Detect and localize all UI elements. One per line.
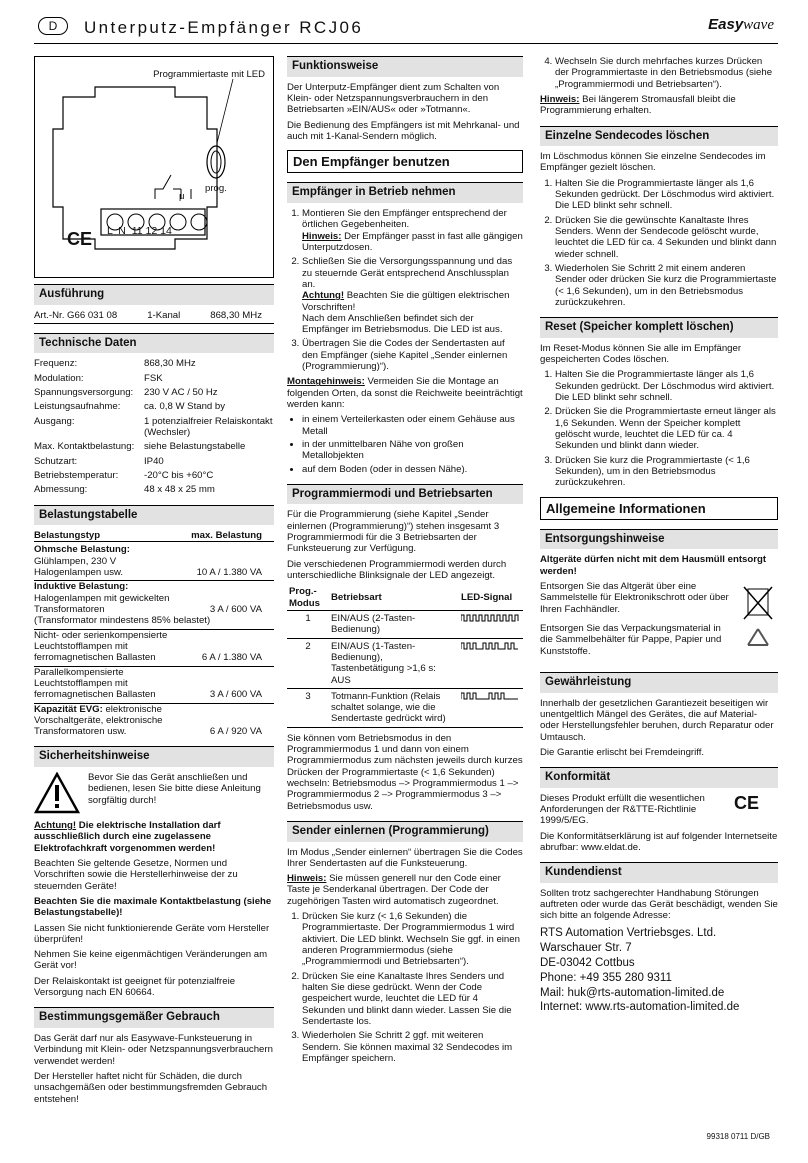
safety-achtung: Achtung! Die elektrische Installation darf ausschließlich durch eine zugelassene Elektrofachkraft vorgenommen werden!	[34, 820, 221, 854]
modes-p2: Die verschiedenen Programmiermodi werden durch unterschiedliche Blinksignale der LED angezeigt.	[287, 558, 507, 582]
reset-p1: Im Reset-Modus können Sie alle im Empfänger gespeicherten Codes löschen.	[540, 342, 742, 366]
column-right	[540, 56, 778, 1015]
tech-row: Ausgang: 1 potenzialfreier Relaiskontakt (Wechsler)	[34, 415, 273, 438]
section-modi: Programmiermodi und Betriebsarten	[287, 484, 523, 505]
mounting-list: • in einem Verteilerkasten oder einem Gehäuse aus Metall • in der unmittelbaren Nähe von großen Metallobjekten • auf dem Boden (oder in dessen Nähe).	[287, 414, 523, 475]
load-nicht: Nicht- oder serienkompensierte Leuchtstofflampen mit ferromagnetischen Ballasten 6 A / 1.380 VA	[34, 629, 274, 664]
prog-label: prog.	[205, 183, 227, 194]
modes-table: Prog.-Modus Betriebsart LED-Signal 1 EIN/AUS (2-Tasten-Bedienung) 2 EIN/AUS (1-Tasten-Bedienung), Tastenbetätigung >1,6 s: AUS 3 Totmann-Funktion (Relais schaltet solange, wie die Sendertaste gedrückt wird)	[287, 585, 523, 727]
footer-code: 99318 0711 D/GB	[706, 1131, 770, 1141]
tech-row: Spannungsversorgung: 230 V AC / 50 Hz	[34, 387, 218, 399]
teach-steps: 1. Drücken Sie kurz (< 1,6 Sekunden) die Programmiertaste. Der Programmiermodus 1 wird aktiviert. Die LED blinkt. Wechseln Sie ggf. in einen anderen Programmiermodus (siehe „Programmiermodi und Betriebsarten“). 2. Drücken Sie eine Kanaltaste Ihres Senders und halten Sie diese gedrückt. Wenn der Code gespeichert wurde, leuchtet die LED für 4 Sekunden und blinkt dann wieder. Lassen Sie die Sendertaste los. 3. Wiederholen Sie Schritt 2 ggf. mit weiteren Sendern. Sie können maximal 32 Sendecodes im Empfänger speichern.	[287, 911, 523, 1064]
page-title: Unterputz-Empfänger RCJ06	[84, 18, 364, 37]
warning-icon	[34, 772, 80, 814]
led-signal-icon	[461, 613, 521, 623]
intended-use-p2: Der Hersteller haftet nicht für Schäden, die durch unsachgemäßen oder bestimmungsfremden Gebrauch entstehen!	[34, 1070, 268, 1105]
safety-p5: Der Relaiskontakt ist geeignet für potenzialfreie Versorgung nach EN 60664.	[34, 975, 236, 999]
disposal-row-2: Entsorgen Sie das Verpackungsmaterial in die Sammelbehälter für Pappe, Papier und Kunststoffe.	[540, 623, 778, 663]
section-konform: Konformität	[540, 767, 778, 788]
intended-use-p1: Das Gerät darf nur als Easywave-Funksteuerung in Verbindung mit Klein- oder Netzspannungsverbrauchern verwendet werden!	[34, 1032, 273, 1067]
function-p2: Die Bedienung des Empfängers ist mit Mehrkanal- und auch mit 1-Kanal-Sendern möglich.	[287, 119, 520, 142]
mode-row: 3 Totmann-Funktion (Relais schaltet solange, wie die Sendertaste gedrückt wird)	[287, 688, 523, 727]
heading-allgemein: Allgemeine Informationen	[540, 497, 778, 520]
tech-row: Leistungsaufnahme: ca. 0,8 W Stand by	[34, 401, 226, 413]
mode-row: 2 EIN/AUS (1-Tasten-Bedienung), Tastenbetätigung >1,6 s: AUS	[287, 638, 523, 688]
disposal-row-1: Entsorgen Sie das Altgerät über eine Sammelstelle für Elektronikschrott oder über Ihren Fachhändler.	[540, 581, 778, 623]
section-kunden: Kundendienst	[540, 862, 778, 883]
section-gewaehr: Gewährleistung	[540, 672, 778, 693]
safety-p2: Beachten Sie die maximale Kontaktbelastung (siehe Belastungstabelle)!	[34, 895, 272, 919]
conformity-row: Dieses Produkt erfüllt die wesentlichen Anforderungen der R&TTE-Richtlinie 1999/5/EG. CE	[540, 793, 778, 831]
tech-row: Betriebstemperatur: -20°C bis +60°C	[34, 469, 214, 481]
delete-p1: Im Löschmodus können Sie einzelne Sendecodes im Empfänger gezielt löschen.	[540, 151, 766, 174]
tech-row: Frequenz: 868,30 MHz	[34, 358, 196, 370]
ce-mark: CE	[67, 229, 93, 249]
service-address: RTS Automation Vertriebsges. Ltd. Warschauer Str. 7 DE-03042 Cottbus Phone: +49 355 280 9311 Mail: huk@rts-automation-limited.de Internet: www.rts-automation-limited.de	[540, 926, 740, 1014]
teach-hint: Hinweis: Sie müssen generell nur den Code einer Taste je Senderkanal übertragen. Der Code der zugehörigen Tasten wird automatisch zugeordnet.	[287, 873, 501, 907]
brand-logo: Easywave	[708, 16, 774, 33]
warning-text: Bevor Sie das Gerät anschließen und bedienen, lesen Sie bitte diese Anleitung sorgfältig durch!	[88, 772, 261, 806]
load-table-header: Belastungstyp max. Belastung	[34, 530, 274, 542]
warranty-p2: Die Garantie erlischt bei Fremdeingriff.	[540, 746, 705, 758]
teach-p1: Im Modus „Sender einlernen“ übertragen Sie die Codes Ihrer Sendertasten auf die Funksteuerung.	[287, 846, 523, 869]
device-diagram	[34, 56, 274, 278]
modes-p3: Sie können vom Betriebsmodus in den Programmiermodus 1 und dann von einem Programmiermodus zum nächsten jeweils durch kurzes Drücken der Programmiertaste (< 1,6 Sekunden) wechseln: Betriebsmodus –> Programmiermodus 1 –> Programmiermodus 2 –> Programmiermodus 3 –> Betriebsmodus usw.	[287, 732, 523, 812]
article-row: Art.-Nr. G66 031 08 1-Kanal 868,30 MHz	[34, 310, 274, 324]
section-bestimmung: Bestimmungsgemäßer Gebrauch	[34, 1007, 274, 1028]
service-p1: Sollten trotz sachgerechter Handhabung Störungen auftreten oder wurde das Gerät beschädigt, wenden Sie sich bitte an folgende Adresse:	[540, 887, 778, 922]
modes-p1: Für die Programmierung (siehe Kapitel „Sender einlernen (Programmierung)“) stehen insgesamt 3 Programmiermodi für die 3 Betriebsarten der Funksteuerung zur Verfügung.	[287, 509, 500, 555]
section-belastungstabelle: Belastungstabelle	[34, 505, 274, 526]
mode-row: 1 EIN/AUS (2-Tasten-Bedienung)	[287, 610, 523, 638]
reset-steps: 1. Halten Sie die Programmiertaste länger als 1,6 Sekunden gedrückt. Der Löschmodus wird aktiviert. Die LED blinkt sehr schnell. 2. Drücken Sie die Programmiertaste erneut länger als 1,6 Sekunden. Wenn der Speicher komplett gelöscht wurde, leuchtet die LED für ca. 4 Sekunden und blinkt dann wieder. 3. Drücken Sie kurz die Programmiertaste (< 1,6 Sekunden), um in den Betriebsmodus zurückzukehren.	[540, 369, 778, 488]
load-evg: Kapazität EVG: elektronische Vorschaltgeräte, elektronische Transformatoren usw. 6 A / 920 VA	[34, 703, 274, 738]
warning-box	[34, 772, 274, 814]
mounting-note: Montagehinweis: Vermeiden Sie die Montage an folgenden Orten, da sonst die Reichweite beeinträchtigt werden kann:	[287, 376, 523, 411]
recycling-icon	[738, 623, 778, 663]
section-technische-daten: Technische Daten	[34, 333, 274, 354]
ce-mark-icon: CE	[734, 792, 760, 813]
page-header	[34, 14, 778, 44]
tech-row: Schutzart: IP40	[34, 455, 164, 467]
led-signal-icon	[461, 691, 521, 701]
disposal-bold: Altgeräte dürfen nicht mit dem Hausmüll entsorgt werden!	[540, 554, 767, 577]
prog-button-label: Programmiertaste mit LED	[153, 69, 265, 80]
heading-benutzen: Den Empfänger benutzen	[287, 150, 523, 173]
section-einlernen: Sender einlernen (Programmierung)	[287, 821, 523, 842]
conformity-p2: Die Konformitätserklärung ist auf folgender Internetseite abrufbar: www.eldat.de.	[540, 830, 778, 853]
load-inductive: Induktive Belastung: Halogenlampen mit gewickelten Transformatoren 3 A / 600 VA (Transformator mindestens 85% belastet)	[34, 580, 274, 626]
wheelie-bin-icon	[738, 581, 778, 623]
terminal-labels: L N 11 12 14	[107, 225, 172, 237]
section-ausfuehrung: Ausführung	[34, 284, 274, 305]
language-badge: D	[38, 17, 68, 35]
load-parallel: Parallelkompensierte Leuchtstofflampen mit ferromagnetischen Ballasten 3 A / 600 VA	[34, 666, 274, 701]
section-sicherheit: Sicherheitshinweise	[34, 746, 274, 767]
column-left	[34, 56, 274, 1109]
section-funktionsweise: Funktionsweise	[287, 56, 523, 77]
section-betrieb: Empfänger in Betrieb nehmen	[287, 182, 523, 203]
mu-label: μ	[179, 191, 185, 202]
warranty-p1: Innerhalb der gesetzlichen Garantiezeit beseitigen wir unentgeltlich Mängel des Gerätes, die auf Material- oder Herstellungsfehler beruhen, durch Reparatur oder Umtausch.	[540, 697, 774, 743]
tech-data-list	[34, 358, 274, 495]
delete-steps: 1. Halten Sie die Programmiertaste länger als 1,6 Sekunden gedrückt. Der Löschmodus wird aktiviert. Die LED blinkt sehr schnell. 2. Drücken Sie die gewünschte Kanaltaste Ihres Senders. Wenn der Sendecode gelöscht wurde, leuchtet die LED für ca. 4 Sekunden und blinkt dann wieder schnell. 3. Wiederholen Sie Schritt 2 mit einem anderen Sender oder drücken Sie kurz die Programmiertaste (< 1,6 Sekunden), um in den Betriebsmodus zurückzukehren.	[540, 178, 778, 308]
section-loeschen: Einzelne Sendecodes löschen	[540, 126, 778, 147]
safety-p1: Beachten Sie geltende Gesetze, Normen und Vorschriften sowie die Herstellerhinweise der zu steuernden Geräte!	[34, 857, 238, 892]
teach-note: Hinweis: Bei längerem Stromausfall bleibt die Programmierung erhalten.	[540, 93, 736, 117]
section-reset: Reset (Speicher komplett löschen)	[540, 317, 778, 338]
setup-steps: 1. Montieren Sie den Empfänger entsprechend der örtlichen Gegebenheiten. Hinweis: Der Empfänger passt in fast alle gängigen Unterputzdosen. 2. Schließen Sie die Versorgungsspannung und das zu steuernde Gerät entsprechend Anschlussplan an. Achtung! Beachten Sie die gültigen elektrischen Vorschriften! Nach dem Anschließen befindet sich der Empfänger im Betriebsmodus. Die LED ist aus. 3. Übertragen Sie die Codes der Sendertasten auf den Empfänger (siehe Kapitel „Sender einlernen (Programmierung)“).	[287, 208, 523, 372]
tech-row: Abmessung: 48 x 48 x 25 mm	[34, 484, 215, 496]
tech-row: Max. Kontaktbelastung: siehe Belastungstabelle	[34, 441, 246, 453]
led-signal-icon	[461, 641, 521, 651]
tech-row: Modulation: FSK	[34, 372, 163, 384]
teach-steps-cont: 4. Wechseln Sie durch mehrfaches kurzes Drücken der Programmiertaste in den Betriebsmodus (siehe „Programmiermodi und Betriebsarten“).	[540, 56, 778, 90]
column-middle	[287, 56, 523, 1068]
safety-p4: Nehmen Sie keine eigenmächtigen Veränderungen am Gerät vor!	[34, 949, 268, 972]
section-entsorgung: Entsorgungshinweise	[540, 529, 778, 550]
load-ohmic: Ohmsche Belastung: Glühlampen, 230 V Halogenlampen usw. 10 A / 1.380 VA	[34, 544, 262, 579]
function-p1: Der Unterputz-Empfänger dient zum Schalten von Klein- oder Netzspannungsverbrauchern in den Betriebsarten »EIN/AUS« oder »Totmann«.	[287, 81, 500, 116]
safety-p3: Lassen Sie nicht funktionierende Geräte vom Hersteller überprüfen!	[34, 922, 270, 945]
